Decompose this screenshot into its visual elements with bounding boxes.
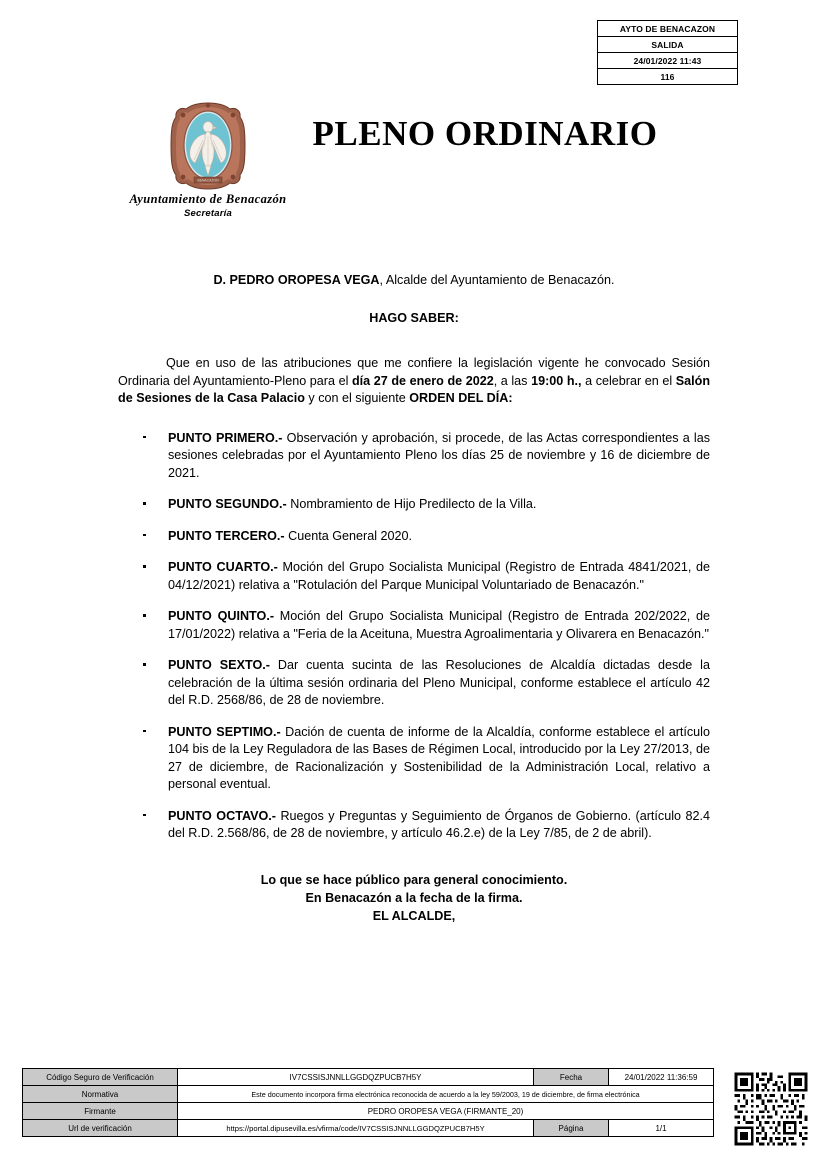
- agenda-item-label: PUNTO QUINTO.-: [168, 609, 275, 623]
- intro-part-3: a celebrar en el: [581, 373, 676, 388]
- organization-name: Ayuntamiento de Benacazón: [129, 192, 287, 206]
- bullet-icon: [143, 663, 146, 666]
- svg-text:BENACAZON: BENACAZON: [197, 178, 219, 183]
- agenda-item-text: Moción del Grupo Socialista Municipal (Registro de Entrada 202/2022, de 17/01/2022) relativa a "Feria de la Aceituna, Muestra Agroalimentaria y Olivarera en Benacazón.": [168, 609, 710, 641]
- organization-department: Secretaría: [184, 208, 232, 219]
- fecha-value: 24/01/2022 11:36:59: [609, 1069, 714, 1086]
- list-item: [118, 808, 710, 843]
- verification-table: [22, 1068, 714, 1137]
- agenda-item-label: PUNTO TERCERO.-: [168, 528, 285, 543]
- bullet-icon: [143, 814, 146, 817]
- firmante-value: PEDRO OROPESA VEGA (FIRMANTE_20): [178, 1103, 714, 1120]
- stamp-type: SALIDA: [598, 37, 737, 53]
- intro-part-1: Que en uso de las atribuciones que me confiere la legislación vigente he convocado Sesión Ordinaria del Ayuntamiento-Pleno para el: [118, 356, 710, 388]
- csv-value: IV7CSSISJNNLLGGDQZPUCB7H5Y: [178, 1069, 534, 1086]
- csv-label: Código Seguro de Verificación: [23, 1069, 178, 1086]
- intro-bold-venue: Salón de Sesiones de la Casa Palacio: [118, 373, 711, 405]
- agenda-item-text: Moción del Grupo Socialista Municipal (Registro de Entrada 4841/2021, de 04/12/2021) relativa a "Rotulación del Parque Municipal Voluntariado de Benacazón.": [168, 560, 710, 592]
- url-label: Url de verificación: [23, 1120, 178, 1137]
- list-item: [118, 430, 710, 483]
- bullet-icon: [143, 614, 146, 617]
- stamp-entity: AYTO DE BENACAZON: [598, 21, 737, 37]
- hago-saber-heading: HAGO SABER:: [369, 311, 459, 325]
- intro-part-2: , a las: [493, 373, 532, 388]
- agenda-item-text: Dación de cuenta de informe de la Alcaldía, conforme establece el artículo 104 bis de la Ley Reguladora de las Bases de Régimen Local, introducido por la Ley 27/2013, de 27 de diciembre, de Racionalización y Sostenibilidad de la Administración Local, relativo a personal eventual.: [168, 724, 710, 791]
- mayor-role: , Alcalde del Ayuntamiento de Benacazón.: [379, 273, 615, 287]
- mayor-line: [118, 272, 710, 289]
- closing-block: [118, 871, 710, 925]
- agenda-item-label: PUNTO SEPTIMO.-: [168, 724, 281, 739]
- table-row: [23, 1069, 714, 1086]
- bullet-icon: [143, 730, 146, 733]
- intro-bold-date: día 27 de enero de 2022: [351, 373, 494, 388]
- agenda-item-label: PUNTO OCTAVO.-: [168, 808, 276, 823]
- table-row: [23, 1086, 714, 1103]
- stamp-number: 116: [660, 71, 675, 82]
- intro-paragraph: [118, 355, 710, 408]
- pagina-label: Página: [534, 1120, 609, 1137]
- intro-part-4: y con el siguiente: [304, 391, 410, 405]
- normativa-label: Normativa: [23, 1086, 178, 1103]
- fecha-label: Fecha: [534, 1069, 609, 1086]
- normativa-value: Este documento incorpora firma electrónica reconocida de acuerdo a la ley 59/2003, 19 de diciembre, de firma electrónica: [178, 1086, 714, 1103]
- agenda-item-text: Dar cuenta sucinta de las Resoluciones de Alcaldía dictadas desde la celebración de la última sesión ordinaria del Pleno Municipal, conforme establece el artículo 42 del R.D. 2568/86, de 28 de noviembre.: [168, 658, 710, 707]
- agenda-item-label: PUNTO SEXTO.-: [168, 658, 270, 672]
- agenda-item-label: PUNTO PRIMERO.-: [168, 430, 283, 445]
- stamp-datetime: 24/01/2022 11:43: [598, 53, 737, 69]
- verification-footer: [22, 1068, 804, 1150]
- qr-code-icon: [732, 1070, 810, 1148]
- list-item: [118, 657, 710, 710]
- list-item: [118, 608, 710, 643]
- agenda-list: [118, 430, 710, 843]
- document-body: [118, 272, 710, 925]
- agenda-item-text: Nombramiento de Hijo Predilecto de la Villa.: [286, 497, 537, 511]
- mayor-name: D. PEDRO OROPESA VEGA: [213, 273, 380, 287]
- agenda-item-label: PUNTO SEGUNDO.-: [168, 497, 287, 511]
- intro-bold-time: 19:00 h.,: [531, 373, 582, 388]
- pagina-value: 1/1: [609, 1120, 714, 1137]
- registry-stamp: [597, 20, 738, 85]
- agenda-item-text: Ruegos y Preguntas y Seguimiento de Órganos de Gobierno. (artículo 82.4 del R.D. 2.568/86, de 28 de noviembre, y artículo 46.2.e) de la Ley 7/85, de 2 de abril).: [168, 808, 710, 840]
- bullet-icon: [143, 436, 146, 439]
- masthead: [0, 98, 826, 228]
- agenda-item-text: Observación y aprobación, si procede, de las Actas correspondientes a las sesiones celebradas por el Ayuntamiento Pleno los días 25 de noviembre y 16 de diciembre de 2021.: [168, 430, 710, 480]
- list-item: [118, 559, 710, 594]
- closing-line-1: Lo que se hace público para general conocimiento.: [260, 872, 568, 887]
- table-row: [23, 1120, 714, 1137]
- list-item: [118, 724, 710, 794]
- list-item: [118, 528, 710, 546]
- agenda-item-label: PUNTO CUARTO.-: [168, 560, 278, 574]
- agenda-item-text: Cuenta General 2020.: [284, 528, 413, 543]
- firmante-label: Firmante: [23, 1103, 178, 1120]
- benacazon-coat-of-arms-icon: [170, 100, 246, 192]
- bullet-icon: [143, 565, 146, 568]
- bullet-icon: [143, 534, 146, 537]
- list-item: [118, 496, 710, 514]
- url-value[interactable]: https://portal.dipusevilla.es/vfirma/code/IV7CSSISJNNLLGGDQZPUCB7H5Y: [178, 1120, 534, 1137]
- table-row: [23, 1103, 714, 1120]
- bullet-icon: [143, 502, 146, 505]
- closing-line-3: EL ALCALDE,: [372, 908, 456, 923]
- closing-line-2: En Benacazón a la fecha de la firma.: [305, 890, 523, 905]
- intro-bold-orden: ORDEN DEL DÍA:: [409, 391, 513, 405]
- page-title: PLENO ORDINARIO: [312, 114, 658, 153]
